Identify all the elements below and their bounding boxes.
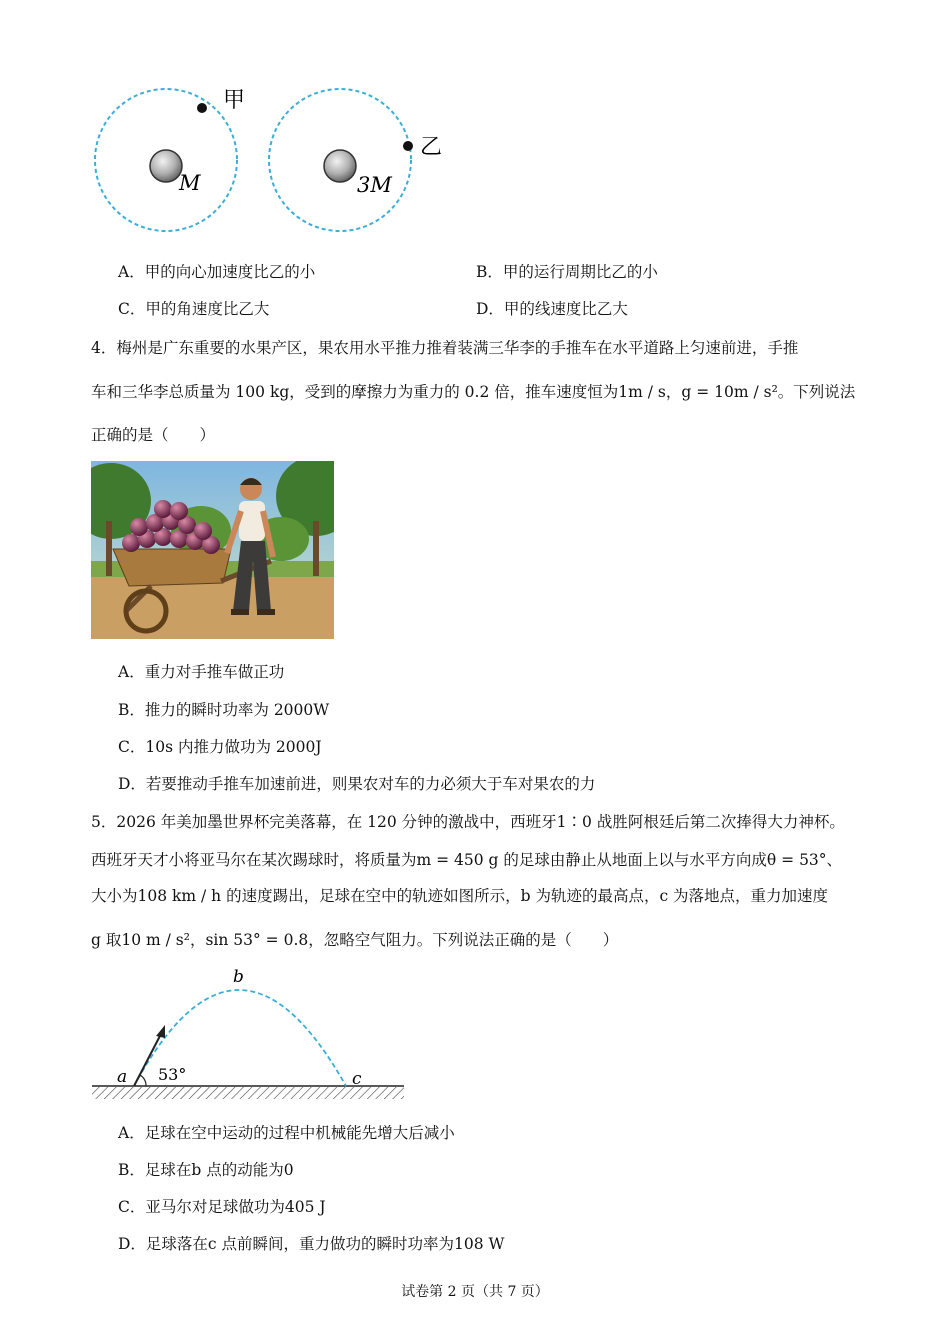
q4-option-d[interactable]: D．若要推动手推车加速前进，则果农对车的力必须大于车对果农的力: [118, 775, 596, 793]
arrow-head: [156, 1025, 165, 1038]
q5-option-d[interactable]: D．足球落在c 点前瞬间，重力做功的瞬时功率为108 W: [118, 1235, 505, 1253]
q5-option-a[interactable]: A．足球在空中运动的过程中机械能先增大后减小: [118, 1124, 455, 1142]
page-footer: 试卷第 2 页（共 7 页）: [401, 1284, 549, 1300]
q5-option-b[interactable]: B．足球在b 点的动能为0: [118, 1161, 294, 1179]
angle-label: 53°: [158, 1065, 187, 1084]
label-b: b: [233, 967, 244, 987]
q4-line-3: 正确的是（ ）: [91, 426, 216, 444]
trajectory-figure: [90, 960, 410, 1110]
q3-option-a[interactable]: A．甲的向心加速度比乙的小: [118, 263, 316, 281]
mass-right-label: 3M: [357, 173, 392, 197]
label-c: c: [352, 1069, 362, 1089]
planet-left: [150, 150, 182, 182]
angle-arc: [140, 1075, 146, 1086]
q5-line-3: 大小为108 km / h 的速度踢出，足球在空中的轨迹如图所示，b 为轨迹的最高点，c 为落地点，重力加速度: [91, 887, 829, 905]
q5-line-1: 5．2026 年美加墨世界杯完美落幕，在 120 分钟的激战中，西班牙1∶0 战胜阿根廷后第二次捧得大力神杯。: [91, 813, 845, 831]
q4-option-b[interactable]: B．推力的瞬时功率为 2000W: [118, 701, 330, 719]
label-jia: 甲: [223, 88, 246, 113]
q4-line-1: 4．梅州是广东重要的水果产区，果农用水平推力推着装满三华李的手推车在水平道路上匀速前进，手推: [91, 339, 799, 357]
q3-option-b[interactable]: B．甲的运行周期比乙的小: [476, 263, 658, 281]
q4-line-2: 车和三华李总质量为 100 kg，受到的摩擦力为重力的 0.2 倍，推车速度恒为1m / s，g = 10m / s²。下列说法: [91, 383, 856, 401]
q3-option-d[interactable]: D．甲的线速度比乙大: [476, 300, 628, 318]
q3-option-c[interactable]: C．甲的角速度比乙大: [118, 300, 270, 318]
satellite-jia: [197, 103, 207, 113]
q4-option-a[interactable]: A．重力对手推车做正功: [118, 663, 285, 681]
mass-left-label: M: [179, 171, 201, 195]
farmer-wheelbarrow-image: [91, 461, 334, 639]
q5-line-4: g 取10 m / s²，sin 53° = 0.8，忽略空气阻力。下列说法正确的是（ ）: [91, 931, 619, 949]
q5-line-2: 西班牙天才小将亚马尔在某次踢球时，将质量为m = 450 g 的足球由静止从地面上以与水平方向成θ = 53°、: [91, 851, 843, 869]
label-yi: 乙: [420, 135, 443, 160]
planet-right: [324, 150, 356, 182]
orbit-figure: [85, 80, 455, 250]
q4-option-c[interactable]: C．10s 内推力做功为 2000J: [118, 738, 322, 756]
label-a: a: [117, 1067, 128, 1087]
satellite-yi: [403, 141, 413, 151]
q5-option-c[interactable]: C．亚马尔对足球做功为405 J: [118, 1198, 326, 1216]
